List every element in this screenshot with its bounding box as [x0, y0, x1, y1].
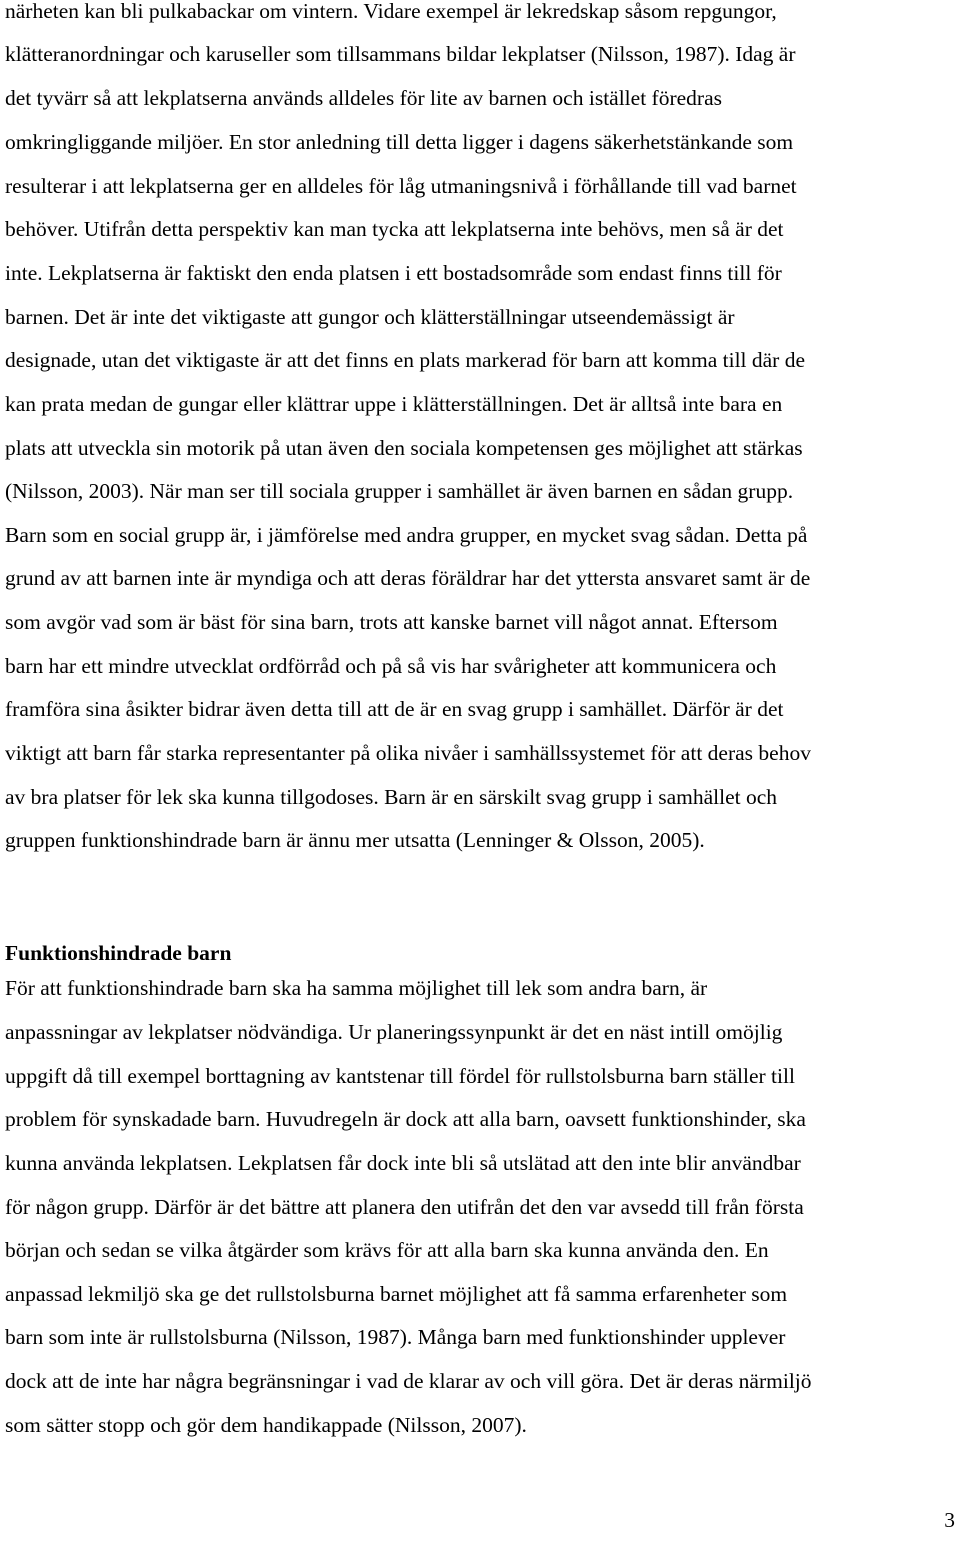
text-line: av bra platser för lek ska kunna tillgodoses. Barn är en särskilt svag grupp i samhället och	[5, 785, 778, 809]
text-line: uppgift då till exempel borttagning av kantstenar till fördel för rullstolsburna barn ställer till	[5, 1064, 795, 1088]
text-line: omkringliggande miljöer. En stor anledning till detta ligger i dagens säkerhetstänkande som	[5, 130, 794, 154]
text-line: gruppen funktionshindrade barn är ännu mer utsatta (Lenninger & Olsson, 2005).	[5, 828, 705, 852]
text-line: dock att de inte har några begränsningar i vad de klarar av och vill göra. Det är deras närmiljö	[5, 1369, 812, 1393]
text-line: Barn som en social grupp är, i jämförelse med andra grupper, en mycket svag sådan. Detta på	[5, 523, 808, 547]
text-line: (Nilsson, 2003). När man ser till sociala grupper i samhället är även barnen en sådan grupp.	[5, 479, 794, 503]
text-line: framföra sina åsikter bidrar även detta till att de är en svag grupp i samhället. Därför är det	[5, 697, 784, 721]
text-line: som avgör vad som är bäst för sina barn, trots att kanske barnet vill något annat. Eftersom	[5, 610, 778, 634]
text-line: problem för synskadade barn. Huvudregeln är dock att alla barn, oavsett funktionshinder, ska	[5, 1107, 806, 1131]
text-line: För att funktionshindrade barn ska ha samma möjlighet till lek som andra barn, är	[5, 976, 708, 1000]
text-line: inte. Lekplatserna är faktiskt den enda platsen i ett bostadsområde som endast finns till för	[5, 261, 782, 285]
text-line: närheten kan bli pulkabackar om vintern. Vidare exempel är lekredskap såsom repgungor,	[5, 0, 777, 23]
text-line: anpassad lekmiljö ska ge det rullstolsburna barnet möjlighet att få samma erfarenheter som	[5, 1282, 788, 1306]
text-line: designade, utan det viktigaste är att det finns en plats markerad för barn att komma till där de	[5, 348, 806, 372]
text-line: barn har ett mindre utvecklat ordförråd och på så vis har svårigheter att kommunicera och	[5, 654, 777, 678]
text-line: kunna använda lekplatsen. Lekplatsen får dock inte bli så utslätad att den inte blir användbar	[5, 1151, 801, 1175]
text-line: början och sedan se vilka åtgärder som krävs för att alla barn ska kunna använda den. En	[5, 1238, 769, 1262]
text-line: grund av att barnen inte är myndiga och att deras föräldrar har det yttersta ansvaret samt är de	[5, 566, 811, 590]
text-line: plats att utveckla sin motorik på utan även den sociala kompetensen ges möjlighet att stärkas	[5, 436, 803, 460]
page-number: 3	[944, 1508, 955, 1532]
text-line: barn som inte är rullstolsburna (Nilsson, 1987). Många barn med funktionshinder upplever	[5, 1325, 786, 1349]
text-line: barnen. Det är inte det viktigaste att gungor och klätterställningar utseendemässigt är	[5, 305, 735, 329]
section-heading: Funktionshindrade barn	[5, 941, 232, 965]
text-line: det tyvärr så att lekplatserna används alldeles för lite av barnen och istället föredras	[5, 86, 722, 110]
text-line: anpassningar av lekplatser nödvändiga. Ur planeringssynpunkt är det en näst intill omöjlig	[5, 1020, 783, 1044]
text-line: viktigt att barn får starka representanter på olika nivåer i samhällssystemet för att deras behov	[5, 741, 811, 765]
text-line: som sätter stopp och gör dem handikappade (Nilsson, 2007).	[5, 1413, 527, 1437]
text-line: resulterar i att lekplatserna ger en alldeles för låg utmaningsnivå i förhållande till vad barnet	[5, 174, 797, 198]
text-line: klätteranordningar och karuseller som tillsammans bildar lekplatser (Nilsson, 1987). Idag är	[5, 42, 796, 66]
text-line: behöver. Utifrån detta perspektiv kan man tycka att lekplatserna inte behövs, men så är det	[5, 217, 784, 241]
text-line: kan prata medan de gungar eller klättrar uppe i klätterställningen. Det är alltså inte bara en	[5, 392, 783, 416]
text-line: för någon grupp. Därför är det bättre att planera den utifrån det den var avsedd till från första	[5, 1195, 804, 1219]
